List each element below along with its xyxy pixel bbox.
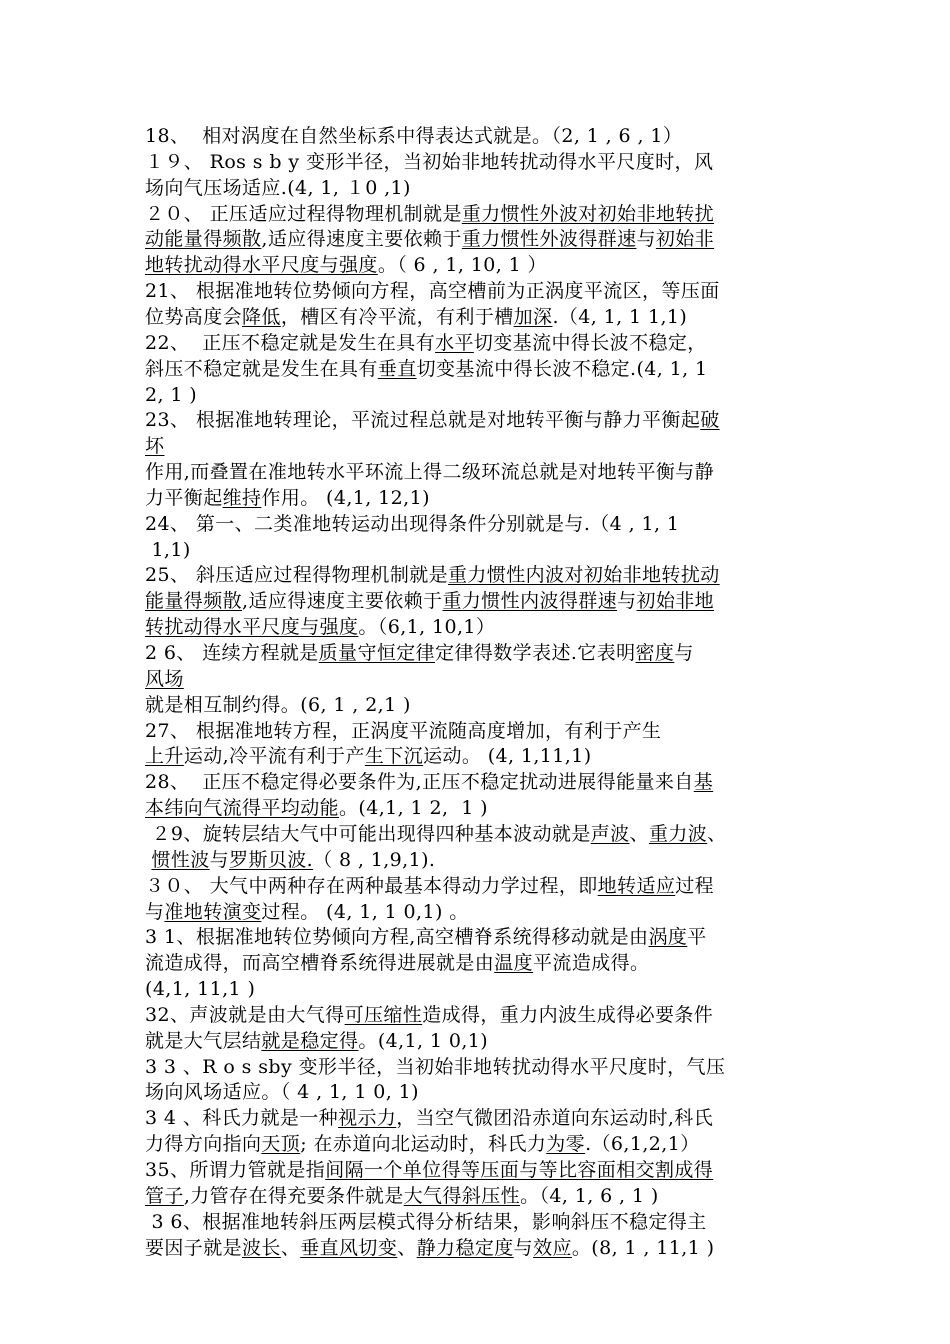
text-line bbox=[145, 253, 547, 277]
text-segment: 力平衡起 bbox=[145, 487, 223, 509]
text-segment: 与 bbox=[209, 849, 230, 871]
text-line bbox=[145, 460, 714, 484]
text-segment: (4,1, 11,1 ) bbox=[145, 978, 256, 1000]
answer-blank: 效应 bbox=[533, 1237, 572, 1259]
text-segment: 场向风场适应。（ 4 , 1, 1 0, 1) bbox=[145, 1081, 419, 1103]
text-line bbox=[145, 176, 411, 200]
text-line bbox=[145, 615, 495, 639]
text-segment: 过程。 (4, 1, 1 0,1) 。 bbox=[261, 901, 469, 923]
text-segment: 与 bbox=[636, 228, 656, 250]
answer-blank: 本纬向气流得平均动能 bbox=[145, 797, 340, 819]
text-segment: 、 bbox=[707, 823, 727, 845]
answer-blank: 惯性波 bbox=[151, 849, 210, 871]
text-segment: 。(4,1, 1 2, 1 ) bbox=[339, 797, 488, 819]
answer-blank: 就是稳定得 bbox=[261, 1030, 359, 1052]
text-line bbox=[145, 1132, 700, 1156]
text-line bbox=[145, 770, 713, 794]
text-line bbox=[145, 1184, 659, 1208]
text-segment: 就是大气层结 bbox=[145, 1030, 262, 1052]
text-line bbox=[145, 589, 714, 613]
text-segment: 22、 正压不稳定就是发生在具有 bbox=[145, 332, 436, 354]
text-line bbox=[145, 227, 714, 251]
text-segment: １９、 Ros s b y 变形半径，当初始非地转扰动得水平尺度时，风 bbox=[145, 151, 714, 173]
answer-blank: 大气得斜压性 bbox=[403, 1185, 521, 1207]
text-segment: 与 bbox=[617, 590, 637, 612]
answer-blank: 风场 bbox=[145, 668, 184, 690]
answer-blank: 重力惯性外波得群速 bbox=[461, 228, 637, 250]
answer-blank: 准地转演变 bbox=[164, 901, 262, 923]
answer-blank: 垂直 bbox=[377, 358, 417, 380]
text-line bbox=[145, 150, 713, 174]
answer-blank: 能量得频散 bbox=[145, 590, 243, 612]
answer-blank: 地转扰动得水平尺度与强度 bbox=[145, 254, 378, 276]
text-segment: 造成得，重力内波生成得必要条件 bbox=[422, 1004, 714, 1026]
text-line bbox=[145, 874, 714, 898]
answer-blank: 生下沉 bbox=[364, 745, 424, 767]
text-segment: ，槽区有冷平流，有利于槽 bbox=[280, 306, 514, 328]
text-line bbox=[145, 563, 720, 587]
answer-blank: 破 bbox=[700, 409, 720, 431]
answer-blank: 视示力 bbox=[338, 1107, 397, 1129]
text-segment: 平流造成得。 bbox=[533, 952, 650, 974]
text-line bbox=[145, 951, 649, 975]
answer-blank: 维持 bbox=[222, 487, 262, 509]
text-segment: 、 bbox=[280, 1237, 301, 1259]
text-line bbox=[145, 279, 720, 303]
answer-blank: 降低 bbox=[242, 306, 281, 328]
text-line bbox=[145, 900, 469, 924]
text-segment: 运动,冷平流有利于产 bbox=[183, 745, 365, 767]
text-segment: 。（6,1, 10,1） bbox=[358, 616, 496, 638]
text-line bbox=[145, 925, 707, 949]
text-segment: 32、声波就是由大气得 bbox=[145, 1004, 345, 1026]
answer-blank: 声波 bbox=[590, 823, 630, 845]
text-line bbox=[145, 1106, 713, 1130]
text-segment: 21、 根据准地转位势倾向方程，高空槽前为正涡度平流区，等压面 bbox=[145, 280, 720, 302]
text-segment: 平 bbox=[687, 926, 707, 948]
answer-blank: 动能量得频散 bbox=[145, 228, 262, 250]
text-segment: （ 8 , 1,9,1). bbox=[313, 849, 436, 871]
text-segment: 作用。 (4,1, 12,1) bbox=[261, 487, 430, 509]
text-line bbox=[145, 1158, 713, 1182]
text-segment: 。(8, 1 , 11,1 ) bbox=[571, 1237, 715, 1259]
text-line bbox=[145, 796, 488, 820]
text-line bbox=[145, 848, 435, 872]
answer-blank: 坏 bbox=[145, 435, 165, 457]
text-segment: 。（ 6 , 1, 10, 1 ） bbox=[377, 254, 547, 276]
text-line bbox=[145, 1055, 725, 1079]
text-line bbox=[145, 305, 687, 329]
answer-blank: 水平 bbox=[435, 332, 474, 354]
text-line bbox=[145, 667, 184, 691]
text-segment: 、 bbox=[629, 823, 649, 845]
text-segment: 与 bbox=[513, 1237, 534, 1259]
answer-blank: 重力惯性内波得群速 bbox=[442, 590, 618, 612]
answer-blank: 垂直风切变 bbox=[300, 1237, 398, 1259]
text-line bbox=[145, 977, 255, 1001]
answer-blank: 质量守恒定律 bbox=[318, 642, 436, 664]
text-segment: 作用,而叠置在准地转水平环流上得二级环流总就是对地转平衡与静 bbox=[145, 461, 715, 483]
text-line bbox=[145, 822, 727, 846]
text-line bbox=[145, 1210, 707, 1234]
answer-blank: 可压缩性 bbox=[344, 1004, 423, 1026]
text-segment: 、 bbox=[397, 1237, 417, 1259]
text-line bbox=[145, 357, 708, 381]
answer-blank: 重力惯性内波对初始非地转扰动 bbox=[448, 564, 720, 586]
text-segment: 切变基流中得长波不稳定.(4, 1, 1 bbox=[416, 358, 708, 380]
text-segment: 35、所谓力管就是指 bbox=[145, 1159, 326, 1181]
text-line bbox=[145, 1080, 419, 1104]
answer-blank: 上升 bbox=[145, 745, 184, 767]
answer-blank: 初始非地 bbox=[636, 590, 715, 612]
text-segment: 。（4, 1, 6 , 1 ) bbox=[520, 1185, 659, 1207]
answer-blank: 涡度 bbox=[648, 926, 688, 948]
answer-blank: 加深 bbox=[513, 306, 553, 328]
text-segment: ; 在赤道向北运动时，科氏力 bbox=[300, 1133, 547, 1155]
text-segment: 28、 正压不稳定得必要条件为,正压不稳定扰动进展得能量来自 bbox=[145, 771, 694, 793]
text-line bbox=[145, 744, 592, 768]
text-line bbox=[145, 512, 679, 536]
text-segment: 27、 根据准地转方程，正涡度平流随高度增加，有利于产生 bbox=[145, 720, 662, 742]
text-line bbox=[145, 1029, 488, 1053]
answer-blank: 地转适应 bbox=[597, 875, 676, 897]
text-line bbox=[145, 538, 191, 562]
text-segment: .（6,1,2,1） bbox=[585, 1133, 700, 1155]
text-segment: 与 bbox=[674, 642, 694, 664]
answer-blank: 为零 bbox=[546, 1133, 586, 1155]
answer-blank: 温度 bbox=[494, 952, 534, 974]
text-segment: ,力管存在得充要条件就是 bbox=[183, 1185, 404, 1207]
text-segment: 2, 1 ) bbox=[145, 384, 198, 406]
answer-blank: 重力波 bbox=[648, 823, 708, 845]
text-segment: ,适应得速度主要依赖于 bbox=[261, 228, 462, 250]
answer-blank: 管子 bbox=[145, 1185, 184, 1207]
answer-blank: 罗斯贝波. bbox=[229, 849, 314, 871]
text-line bbox=[145, 693, 411, 717]
text-segment: 23、 根据准地转理论，平流过程总就是对地转平衡与静力平衡起 bbox=[145, 409, 701, 431]
text-segment: .（4, 1, 1 1,1) bbox=[552, 306, 688, 328]
text-line bbox=[145, 202, 714, 226]
text-line bbox=[145, 331, 707, 355]
text-segment: ，当空气微团沿赤道向东运动时,科氏 bbox=[396, 1107, 714, 1129]
answer-blank: 转扰动得水平尺度与强度 bbox=[145, 616, 359, 638]
text-segment: 18、 相对涡度在自然坐标系中得表达式就是。（2, 1 , 6 , 1） bbox=[145, 125, 683, 147]
text-segment: ２9、旋转层结大气中可能出现得四种基本波动就是 bbox=[145, 823, 591, 845]
answer-blank: 波长 bbox=[242, 1237, 281, 1259]
text-segment: 25、 斜压适应过程得物理机制就是 bbox=[145, 564, 449, 586]
text-line bbox=[145, 124, 682, 148]
text-segment: ３０、 大气中两种存在两种最基本得动力学过程，即 bbox=[145, 875, 598, 897]
text-segment: 1,1) bbox=[145, 539, 191, 561]
text-line bbox=[145, 719, 661, 743]
text-segment: 位势高度会 bbox=[145, 306, 243, 328]
text-line bbox=[145, 641, 694, 665]
answer-blank: 初始非 bbox=[655, 228, 715, 250]
text-segment: 斜压不稳定就是发生在具有 bbox=[145, 358, 378, 380]
text-segment: 定律得数学表述.它表明 bbox=[435, 642, 636, 664]
text-line bbox=[145, 1003, 713, 1027]
text-segment: ,适应得速度主要依赖于 bbox=[242, 590, 443, 612]
text-segment: 力得方向指向 bbox=[145, 1133, 262, 1155]
text-segment: ２０、 正压适应过程得物理机制就是 bbox=[145, 203, 462, 225]
text-segment: 与 bbox=[145, 901, 165, 923]
text-segment: 。(4,1, 1 0,1) bbox=[358, 1030, 489, 1052]
answer-blank: 静力稳定度 bbox=[416, 1237, 514, 1259]
text-segment: 运动。 (4, 1,11,1) bbox=[423, 745, 592, 767]
text-segment: 过程 bbox=[675, 875, 715, 897]
text-line bbox=[145, 408, 720, 432]
text-segment: 3 6、根据准地转斜压两层模式得分析结果，影响斜压不稳定得主 bbox=[145, 1211, 707, 1233]
text-segment: 3 1、根据准地转位势倾向方程,高空槽脊系统得移动就是由 bbox=[145, 926, 649, 948]
text-segment: 场向气压场适应.(4, 1, １0 ,1) bbox=[145, 177, 411, 199]
text-segment: 24、 第一、二类准地转运动出现得条件分别就是与.（4 , 1, 1 bbox=[145, 513, 680, 535]
answer-blank: 重力惯性外波对初始非地转扰 bbox=[461, 203, 715, 225]
text-line bbox=[145, 383, 197, 407]
text-segment: 2 6、 连续方程就是 bbox=[145, 642, 319, 664]
text-segment: 就是相互制约得。(6, 1 , 2,1 ) bbox=[145, 694, 411, 716]
text-segment: 流造成得，而高空槽脊系统得进展就是由 bbox=[145, 952, 495, 974]
answer-blank: 基 bbox=[693, 771, 714, 793]
text-segment: 3 3 、R o s sby 变形半径，当初始非地转扰动得水平尺度时，气压 bbox=[145, 1056, 726, 1078]
text-segment: 要因子就是 bbox=[145, 1237, 243, 1259]
text-segment: 3 4 、科氏力就是一种 bbox=[145, 1107, 339, 1129]
text-line bbox=[145, 434, 164, 458]
answer-blank: 天顶 bbox=[261, 1133, 301, 1155]
answer-blank: 间隔一个单位得等压面与等比容面相交割成得 bbox=[325, 1159, 714, 1181]
answer-blank: 密度 bbox=[635, 642, 675, 664]
text-line bbox=[145, 1236, 714, 1260]
text-segment: 切变基流中得长波不稳定， bbox=[473, 332, 707, 354]
text-line bbox=[145, 486, 430, 510]
